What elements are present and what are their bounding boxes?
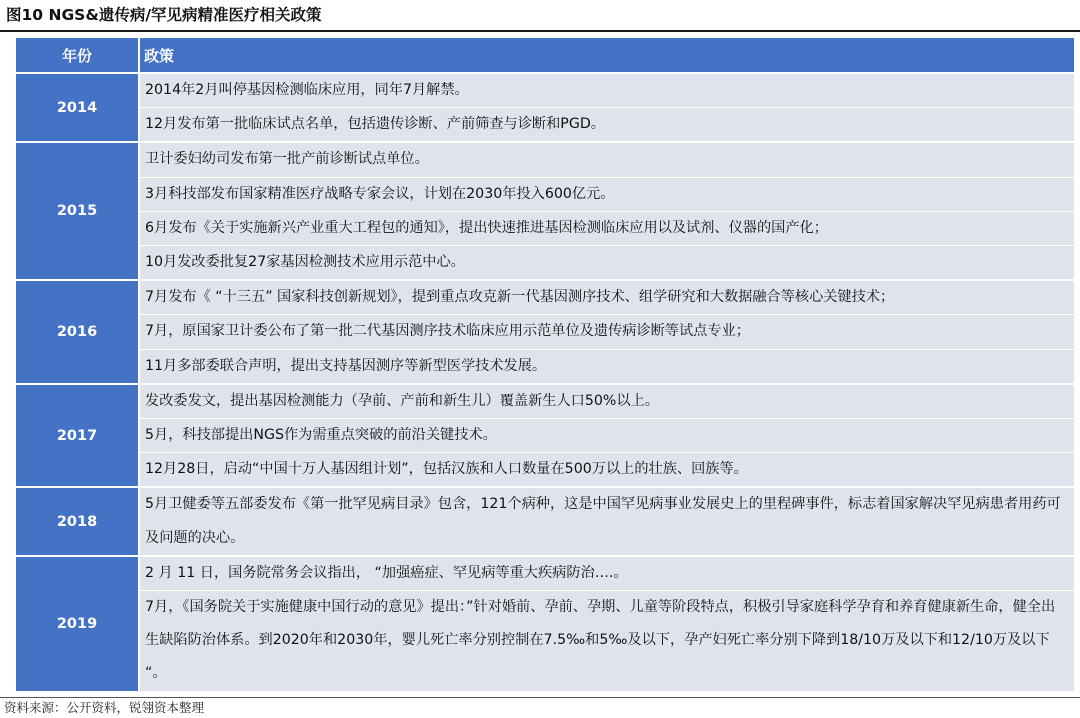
year-group-2017: [16, 385, 1074, 489]
policy-item: 12月发布第一批临床试点名单，包括遗传诊断、产前筛查与诊断和PGD。: [140, 108, 1074, 141]
policy-item: 2 月 11 日，国务院常务会议指出， “加强癌症、罕见病等重大疾病防治….。: [140, 557, 1074, 591]
policy-item: 12月28日，启动“中国十万人基因组计划”，包括汉族和人口数量在500万以上的壮族、回族等。: [140, 453, 1074, 486]
header-year: 年份: [16, 38, 140, 72]
header-policy: 政策: [144, 46, 175, 65]
table-header: [16, 38, 1074, 74]
year-group-2018: [16, 488, 1074, 556]
year-cell: 2019: [16, 557, 140, 691]
policy-item: 5月，科技部提出NGS作为需重点突破的前沿关键技术。: [140, 419, 1074, 453]
footer-divider: [0, 697, 1080, 698]
policy-item: 6月发布《关于实施新兴产业重大工程包的通知》，提出快速推进基因检测临床应用以及试剂、仪器的国产化；: [140, 212, 1074, 246]
policy-item: 2014年2月叫停基因检测临床应用，同年7月解禁。: [140, 74, 1074, 108]
title-divider: [0, 30, 1080, 32]
year-group-2016: [16, 281, 1074, 385]
figure-title: 图10 NGS&遗传病/罕见病精准医疗相关政策: [6, 6, 322, 24]
year-group-2015: [16, 143, 1074, 281]
year-cell: 2017: [16, 385, 140, 487]
policy-item: 7月发布《 “十三五” 国家科技创新规划》，提到重点攻克新一代基因测序技术、组学研究和大数据融合等核心关键技术；: [140, 281, 1074, 315]
policy-item: 卫计委妇幼司发布第一批产前诊断试点单位。: [140, 143, 1074, 177]
policy-item: 10月发改委批复27家基因检测技术应用示范中心。: [140, 246, 1074, 279]
policy-item: 7月，《国务院关于实施健康中国行动的意见》提出：”针对婚前、孕前、孕期、儿童等阶段特点，积极引导家庭科学孕育和养育健康新生命，健全出生缺陷防治体系。到2020年和2030年，婴儿死亡率分别控制在7.5‰和5‰及以下，孕产妇死亡率分别下降到18/10万及以下和12/10万及以下 “。: [140, 591, 1074, 691]
policy-item: 7月，原国家卫计委公布了第一批二代基因测序技术临床应用示范单位及遗传病诊断等试点专业；: [140, 315, 1074, 349]
policy-item: 发改委发文，提出基因检测能力（孕前、产前和新生儿）覆盖新生人口50%以上。: [140, 385, 1074, 419]
policy-table: [16, 38, 1074, 693]
policy-item: 3月科技部发布国家精准医疗战略专家会议，计划在2030年投入600亿元。: [140, 178, 1074, 212]
year-cell: 2016: [16, 281, 140, 383]
policy-item: 11月多部委联合声明，提出支持基因测序等新型医学技术发展。: [140, 350, 1074, 383]
year-cell: 2015: [16, 143, 140, 279]
policy-item: 5月卫健委等五部委发布《第一批罕见病目录》包含，121个病种，这是中国罕见病事业发展史上的里程碑事件，标志着国家解决罕见病患者用药可及问题的决心。: [140, 488, 1074, 554]
year-group-2014: [16, 74, 1074, 143]
year-cell: 2018: [16, 488, 140, 554]
year-cell: 2014: [16, 74, 140, 141]
year-group-2019: [16, 557, 1074, 693]
source-note: 资料来源：公开资料，锐翎资本整理: [4, 700, 205, 715]
